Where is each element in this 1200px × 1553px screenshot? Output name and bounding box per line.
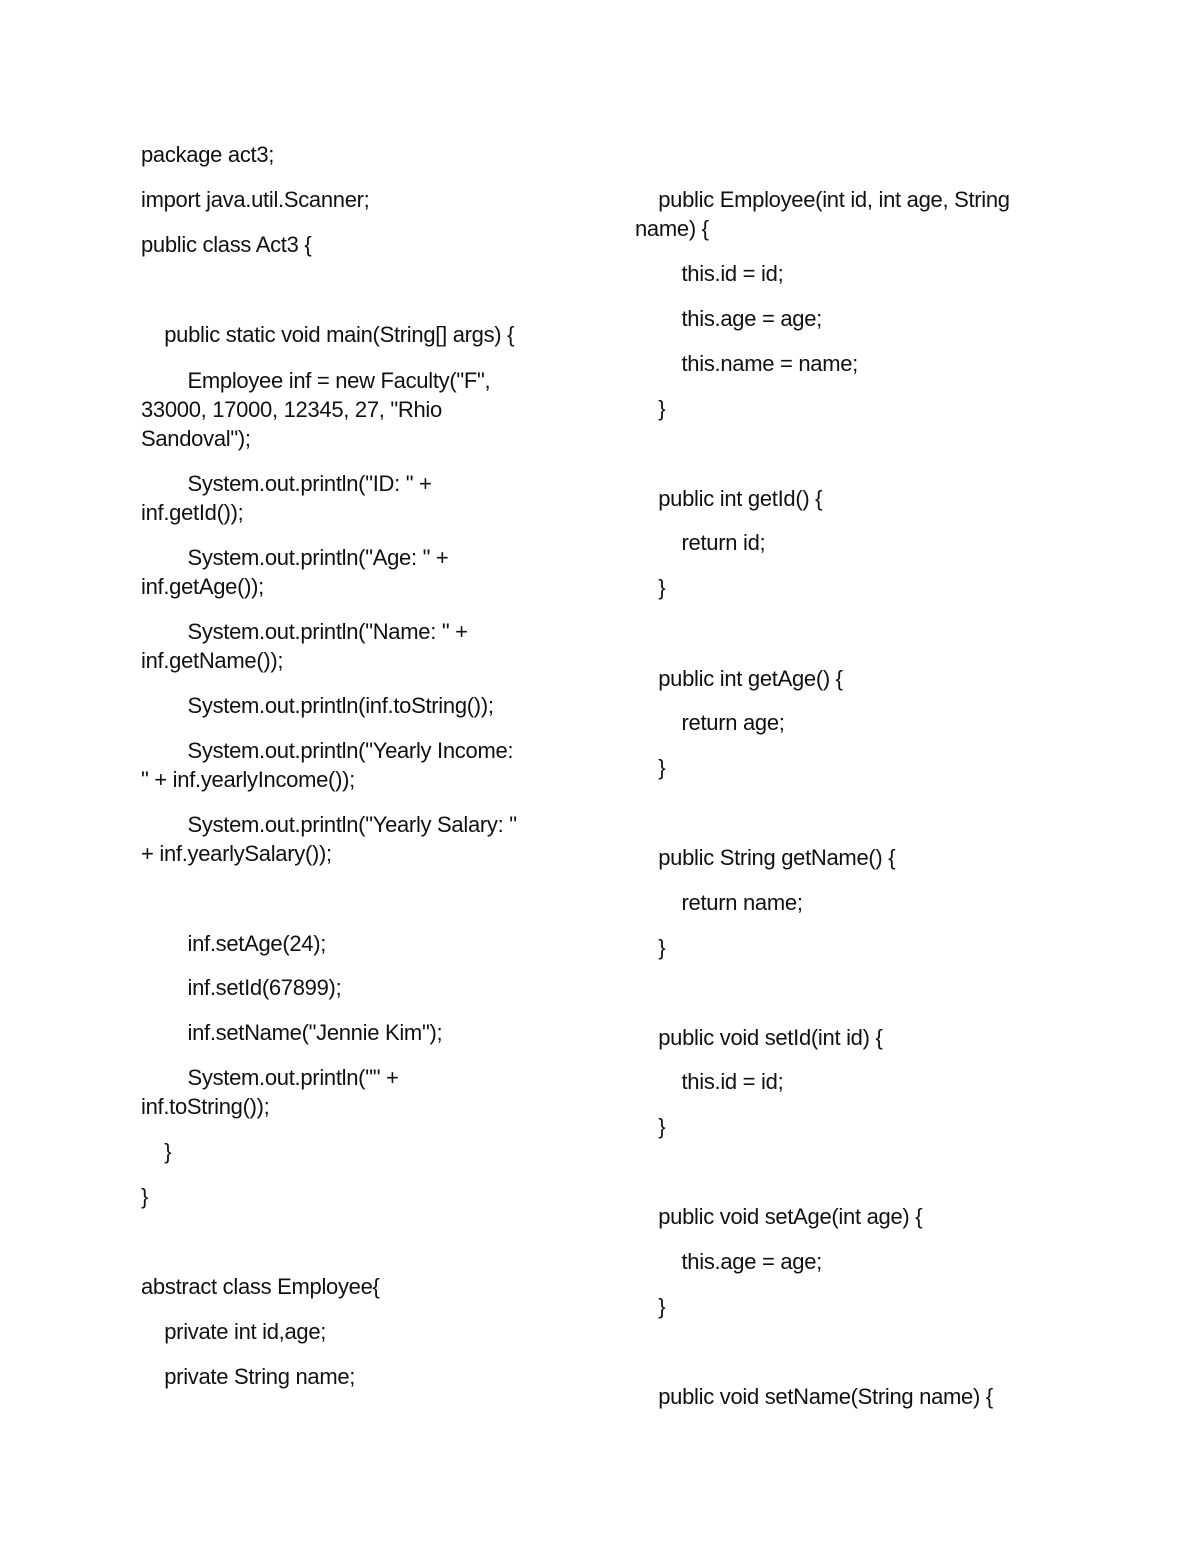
code-line: package act3; <box>141 142 275 167</box>
code-line: } <box>635 935 666 960</box>
code-line: this.id = id; <box>635 261 784 286</box>
code-line: public void setId(int id) { <box>635 1025 883 1050</box>
code-line: System.out.println("ID: " + <box>141 471 432 496</box>
code-line: Sandoval"); <box>141 426 251 451</box>
code-line: public Employee(int id, int age, String <box>635 187 1010 212</box>
code-line: 33000, 17000, 12345, 27, "Rhio <box>141 397 442 422</box>
code-line: " + inf.yearlyIncome()); <box>141 767 355 792</box>
code-line: inf.toString()); <box>141 1094 270 1119</box>
code-line: return name; <box>635 890 803 915</box>
code-line: abstract class Employee{ <box>141 1274 380 1299</box>
code-line: inf.setAge(24); <box>141 931 327 956</box>
code-line: public class Act3 { <box>141 232 312 257</box>
code-line: name) { <box>635 216 709 241</box>
code-line: System.out.println("Yearly Income: <box>141 738 514 763</box>
code-line: } <box>635 755 666 780</box>
code-line: public String getName() { <box>635 845 896 870</box>
code-line: System.out.println("Yearly Salary: " <box>141 812 517 837</box>
code-line: this.name = name; <box>635 351 858 376</box>
code-line: private int id,age; <box>141 1319 327 1344</box>
code-line: inf.getName()); <box>141 648 284 673</box>
code-line: inf.setName("Jennie Kim"); <box>141 1020 443 1045</box>
code-line: System.out.println(inf.toString()); <box>141 693 494 718</box>
code-line: public void setAge(int age) { <box>635 1204 923 1229</box>
code-line: this.id = id; <box>635 1069 784 1094</box>
code-line: System.out.println("" + <box>141 1065 399 1090</box>
code-line: public void setName(String name) { <box>635 1384 993 1409</box>
code-line: Employee inf = new Faculty("F", <box>141 368 491 393</box>
code-line: this.age = age; <box>635 306 822 331</box>
code-line: } <box>141 1184 149 1209</box>
code-line: + inf.yearlySalary()); <box>141 841 332 866</box>
code-line: inf.getAge()); <box>141 574 264 599</box>
code-line: public int getId() { <box>635 486 823 511</box>
code-line: } <box>635 1114 666 1139</box>
code-line: } <box>141 1139 172 1164</box>
code-line: inf.getId()); <box>141 500 244 525</box>
code-line: public int getAge() { <box>635 666 843 691</box>
code-line: System.out.println("Age: " + <box>141 545 449 570</box>
code-line: private String name; <box>141 1364 356 1389</box>
code-line: public static void main(String[] args) { <box>141 322 515 347</box>
code-line: System.out.println("Name: " + <box>141 619 468 644</box>
code-line: inf.setId(67899); <box>141 975 342 1000</box>
code-line: return id; <box>635 530 766 555</box>
code-line: import java.util.Scanner; <box>141 187 370 212</box>
code-line: } <box>635 575 666 600</box>
code-line: this.age = age; <box>635 1249 822 1274</box>
code-line: } <box>635 396 666 421</box>
code-line: return age; <box>635 710 785 735</box>
code-line: } <box>635 1294 666 1319</box>
